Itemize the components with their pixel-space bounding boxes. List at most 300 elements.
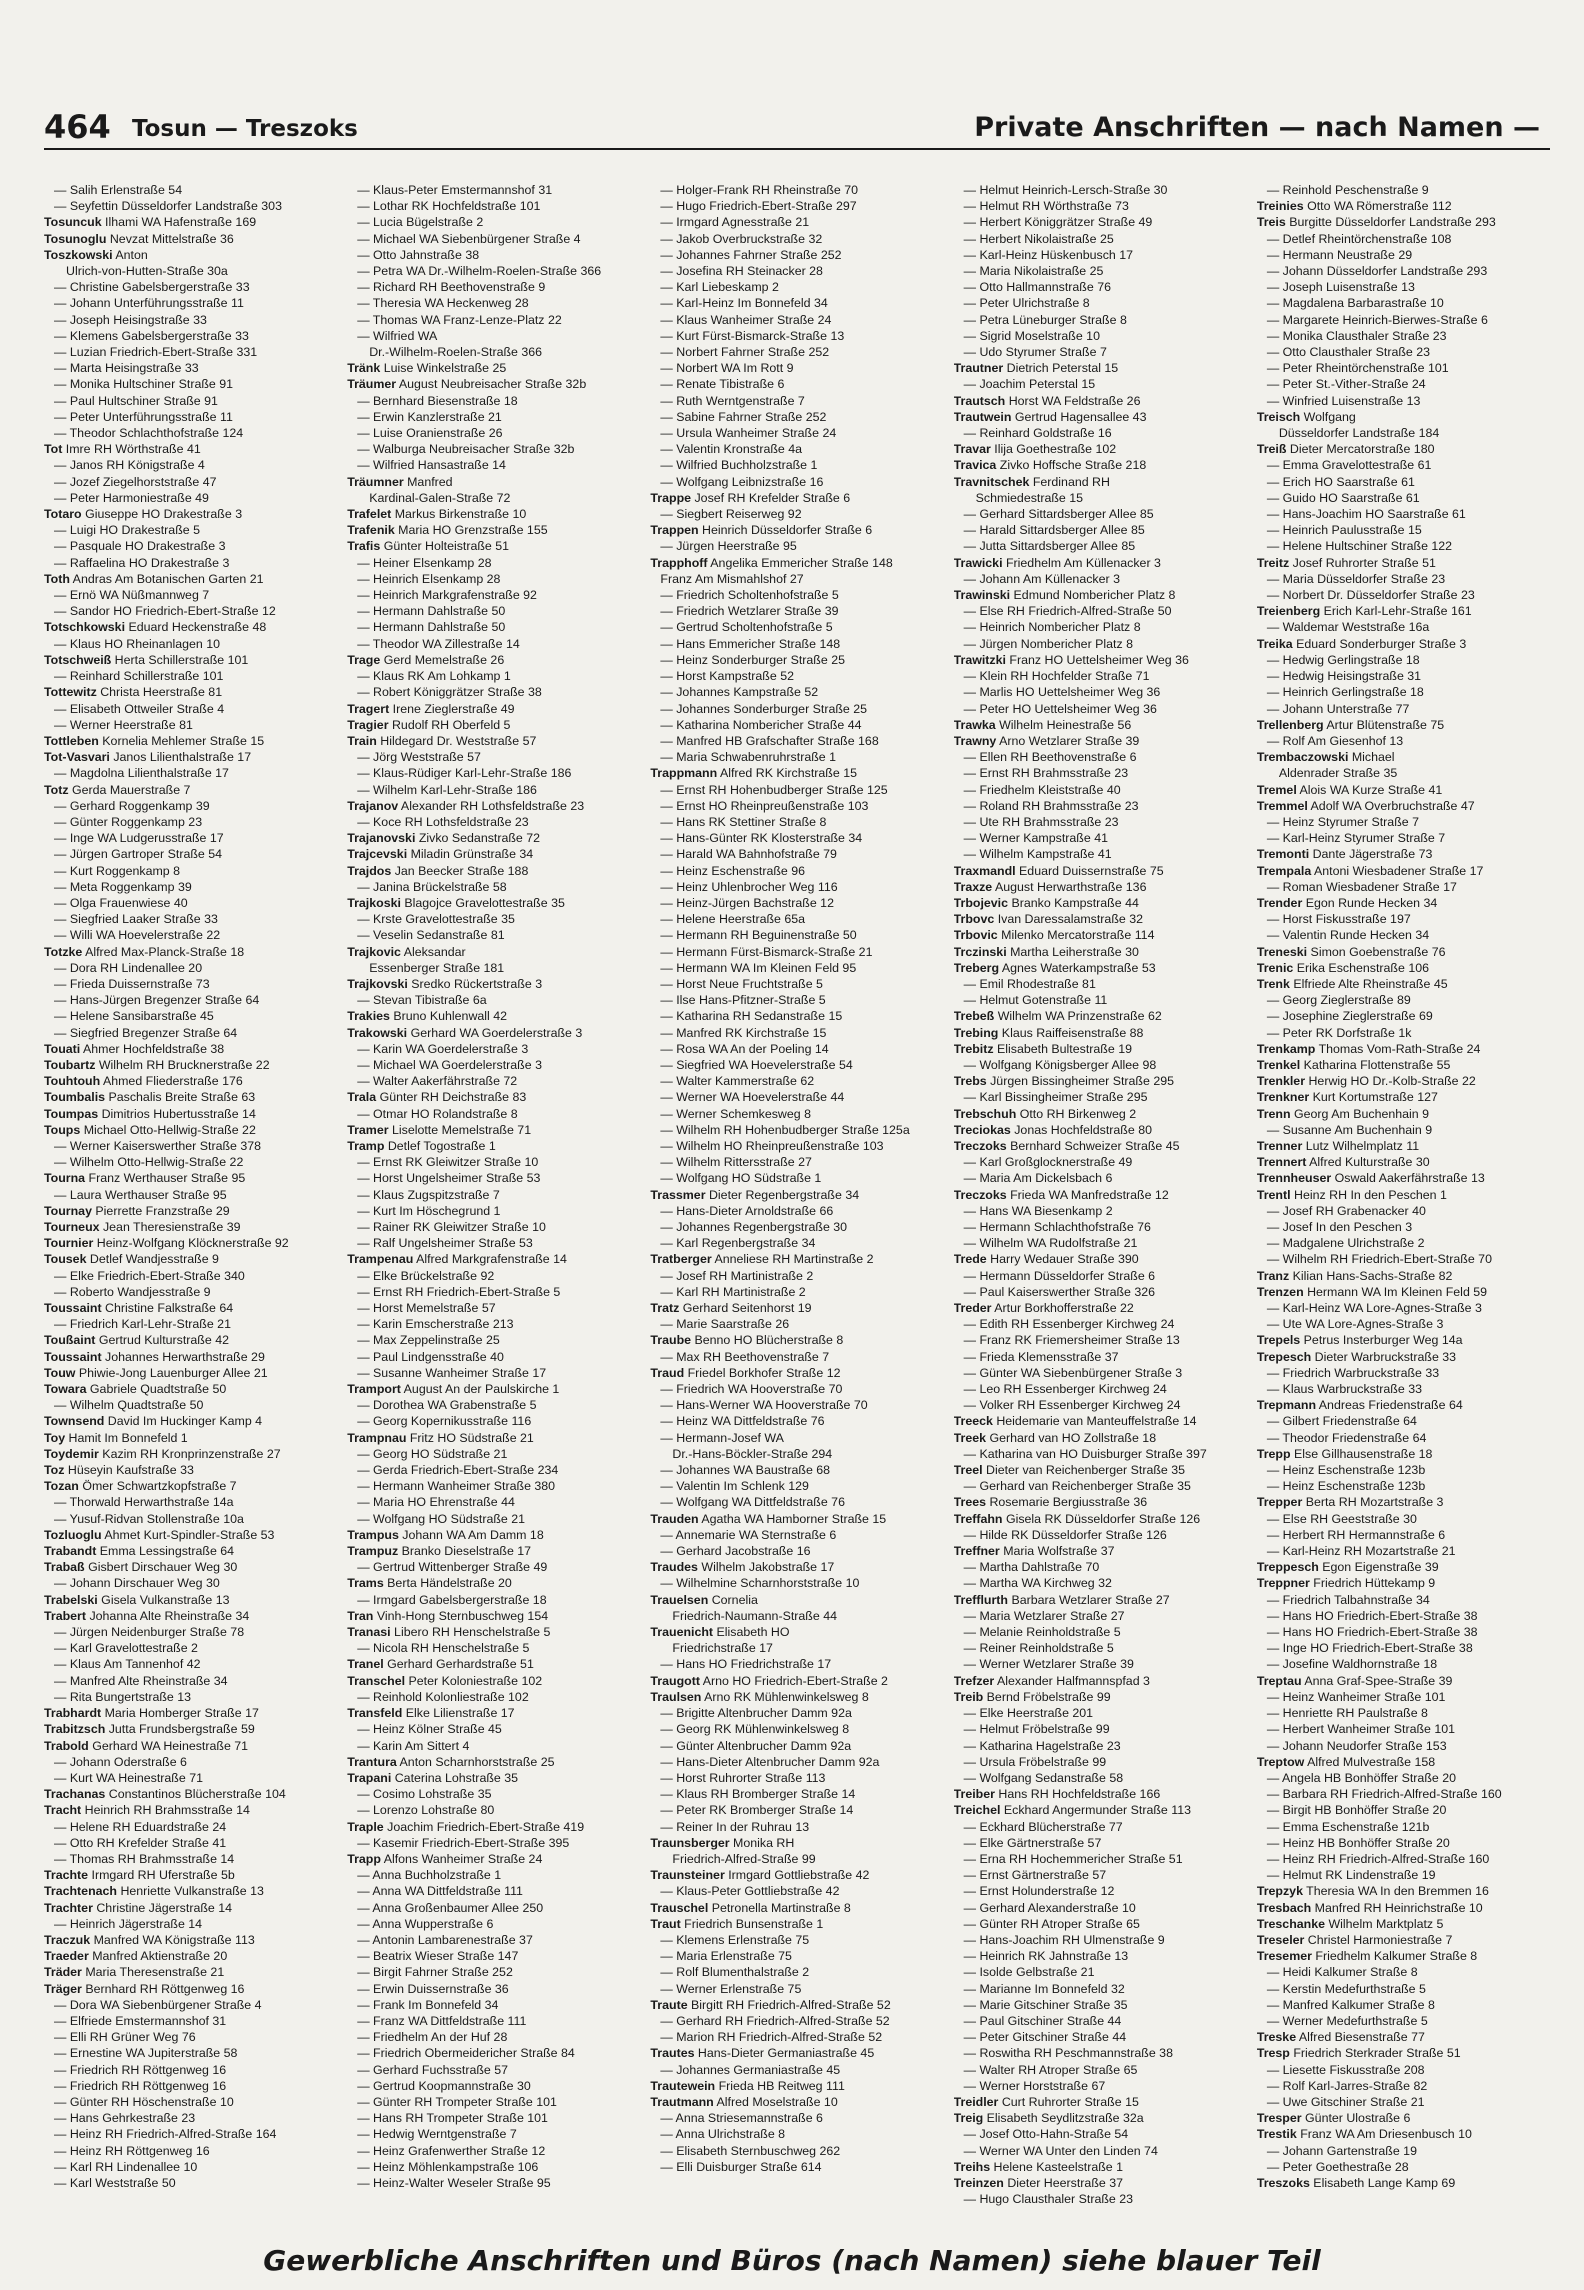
column-3 <box>650 182 947 2222</box>
entry-details: Maria Wolfstraße 37 <box>999 1544 1115 1559</box>
entry-surname: Trauenicht <box>650 1625 714 1640</box>
directory-entry: — Ernst RH Hohenbudberger Straße 125 <box>660 782 888 797</box>
entry-surname: Trassmer <box>650 1187 706 1202</box>
directory-entry: — Walter RH Atroper Straße 65 <box>963 2062 1138 2077</box>
directory-entry: — Elke Friedrich-Ebert-Straße 340 <box>54 1268 245 1283</box>
directory-entry: — Petra WA Dr.-Wilhelm-Roelen-Straße 366 <box>357 264 602 279</box>
entry-details: Elisabeth HO <box>713 1625 790 1640</box>
entry-surname: Towara <box>44 1382 87 1397</box>
directory-entry <box>650 1867 947 1883</box>
directory-entry <box>1257 1138 1554 1154</box>
entry-surname: Tresemer <box>1256 1949 1312 1964</box>
entry-surname: Treneski <box>1256 944 1308 959</box>
directory-entry <box>44 571 341 587</box>
entry-details: Elisabeth Seydlitzstraße 32a <box>983 2111 1144 2126</box>
entry-surname: Traunsteiner <box>650 1868 725 1883</box>
directory-entry: — Theodor Friedenstraße 64 <box>1266 1430 1427 1445</box>
directory-entry: — Johannes Sonderburger Straße 25 <box>660 701 868 716</box>
entry-details: Phiwie-Jong Lauenburger Allee 21 <box>75 1365 268 1380</box>
directory-entry: — Johann Unterführungsstraße 11 <box>54 296 244 311</box>
directory-entry: — Wilhelm HO Rheinpreußenstraße 103 <box>660 1138 884 1153</box>
entry-surname: Treschanke <box>1256 1916 1326 1931</box>
directory-entry: — Klemens Erlenstraße 75 <box>660 1932 810 1947</box>
entry-details: Alois WA Kurze Straße 41 <box>1296 782 1443 797</box>
directory-entry: Friedrich-Naumann-Straße 44 <box>672 1608 837 1623</box>
entry-details: Detlef Wandjesstraße 9 <box>86 1252 219 1267</box>
directory-entry <box>1257 749 1554 765</box>
entry-surname: Tramport <box>347 1382 401 1397</box>
directory-entry: — Wolfgang Leibnizstraße 16 <box>660 474 824 489</box>
entry-details: Jan Beecker Straße 188 <box>391 863 529 878</box>
directory-entry <box>347 1754 644 1770</box>
directory-entry: — Josef Otto-Hahn-Straße 54 <box>963 2127 1129 2142</box>
directory-entry: — Volker RH Essenberger Kirchweg 24 <box>963 1398 1181 1413</box>
directory-entry: — Renate Tibistraße 6 <box>660 377 785 392</box>
directory-entry: — Michael WA Siebenbürgener Straße 4 <box>357 231 581 246</box>
directory-entry <box>1257 1170 1554 1186</box>
entry-surname: Trams <box>347 1576 384 1591</box>
entry-details: Katharina Flottenstraße 55 <box>1300 1057 1451 1072</box>
entry-surname: Trajdos <box>347 863 392 878</box>
entry-surname: Tourneux <box>44 1220 100 1234</box>
entry-details: Eckhard Angermunder Straße 113 <box>1000 1803 1192 1818</box>
directory-entry: — Erwin Kanzlerstraße 21 <box>357 409 502 424</box>
directory-entry: — Heinz Kölner Straße 45 <box>357 1722 502 1737</box>
entry-surname: Trauden <box>650 1511 699 1526</box>
directory-entry <box>650 1689 947 1705</box>
entry-surname: Toussaint <box>44 1349 102 1364</box>
directory-entry <box>954 441 1251 457</box>
entry-details: Markus Birkenstraße 10 <box>391 507 527 522</box>
directory-entry: — Heinrich Markgrafenstraße 92 <box>357 588 537 603</box>
directory-entry: — Josefina RH Steinacker 28 <box>660 264 823 279</box>
directory-entry: — Hermann Dahlstraße 50 <box>357 620 506 635</box>
directory-entry <box>44 1964 341 1980</box>
directory-entry: — Theodor Schlachthofstraße 124 <box>54 426 244 441</box>
directory-entry: — Heinz-Jürgen Bachstraße 12 <box>660 895 834 910</box>
directory-entry <box>44 733 341 749</box>
directory-entry: — Elli RH Grüner Weg 76 <box>54 2030 196 2045</box>
directory-entry: — Magdalena Barbarastraße 10 <box>1266 296 1444 311</box>
directory-entry: Dr.-Wilhelm-Roelen-Straße 366 <box>369 345 543 360</box>
entry-details: Eduard Heckenstraße 48 <box>125 620 267 635</box>
entry-details: Angelika Emmericher Straße 148 <box>707 555 893 570</box>
directory-entry: — Hans RH Trompeter Straße 101 <box>357 2111 548 2126</box>
entry-details: Giuseppe HO Drakestraße 3 <box>81 507 243 522</box>
entry-details: Berta Händelstraße 20 <box>383 1576 512 1591</box>
directory-entry: — Rolf Am Giesenhof 13 <box>1266 733 1404 748</box>
directory-entry <box>44 247 341 263</box>
directory-entry <box>954 1073 1251 1089</box>
directory-entry: — Reiner Reinholdstraße 5 <box>963 1641 1114 1656</box>
entry-details: Alfons Wanheimer Straße 24 <box>380 1851 543 1866</box>
directory-entry: — Leo RH Essenberger Kirchweg 24 <box>963 1382 1167 1397</box>
directory-entry: — Jozef Ziegelhorststraße 47 <box>54 474 217 489</box>
directory-entry: — Janos RH Königstraße 4 <box>54 458 205 473</box>
directory-entry <box>44 652 341 668</box>
entry-details: Liselotte Memelstraße 71 <box>388 1122 532 1137</box>
directory-entry <box>954 717 1251 733</box>
entry-details: Alfred Mulvestraße 158 <box>1304 1754 1436 1769</box>
directory-entry: — Roberto Wandjesstraße 9 <box>54 1284 211 1299</box>
entry-surname: Trebs <box>953 1074 987 1089</box>
directory-entry: — Katharina RH Sedanstraße 15 <box>660 1009 843 1024</box>
directory-entry: — Hedwig Werntgenstraße 7 <box>357 2127 517 2142</box>
entry-details: Arno HO Friedrich-Ebert-Straße 2 <box>699 1673 888 1688</box>
entry-details: Johannes Herwarthstraße 29 <box>101 1349 265 1364</box>
entry-details: Frieda HB Reitweg 111 <box>715 2078 845 2093</box>
directory-entry: — Heinz Grafenwerther Straße 12 <box>357 2143 546 2158</box>
directory-entry: — Heinrich RK Jahnstraße 13 <box>963 1949 1129 1964</box>
entry-surname: Treder <box>953 1301 992 1316</box>
entry-surname: Trautner <box>953 361 1004 376</box>
directory-entry: — Georg HO Südstraße 21 <box>357 1446 508 1461</box>
entry-surname: Trawinski <box>953 588 1011 603</box>
directory-entry: — Hans Gehrkestraße 23 <box>54 2111 196 2126</box>
directory-entry <box>954 360 1251 376</box>
directory-entry: — Norbert Fahrner Straße 252 <box>660 345 830 360</box>
entry-surname: Trachanas <box>44 1787 106 1802</box>
directory-entry: — Horst Neue Fruchtstraße 5 <box>660 976 823 991</box>
directory-entry: — Wolfgang WA Dittfeldstraße 76 <box>660 1495 845 1510</box>
entry-surname: Trepp <box>1256 1446 1291 1461</box>
entry-details: Branko Dieselstraße 17 <box>398 1544 532 1559</box>
page-header <box>44 108 1550 150</box>
entry-surname: Treichel <box>953 1803 1001 1818</box>
directory-entry: — Hugo Friedrich-Ebert-Straße 297 <box>660 199 857 214</box>
directory-entry: — Pasquale HO Drakestraße 3 <box>54 539 226 554</box>
directory-entry <box>44 1203 341 1219</box>
entry-details: Cornelia <box>708 1592 758 1607</box>
directory-entry <box>954 1689 1251 1705</box>
entry-details: Wilhelm RH Brucknerstraße 22 <box>95 1057 270 1072</box>
directory-entry <box>44 506 341 522</box>
directory-entry <box>1257 1073 1554 1089</box>
entry-details: Ahmed Fliederstraße 176 <box>100 1074 243 1089</box>
directory-entry: — Harald Sittardsberger Allee 85 <box>963 523 1145 538</box>
directory-entry: — Nicola RH Henschelstraße 5 <box>357 1641 530 1656</box>
directory-entry <box>347 1527 644 1543</box>
directory-entry <box>347 474 644 490</box>
entry-details: Heinrich RH Brahmsstraße 14 <box>81 1803 250 1818</box>
directory-entry <box>954 1543 1251 1559</box>
entry-surname: Treinies <box>1256 199 1304 214</box>
directory-entry: — Kurt Fürst-Bismarck-Straße 13 <box>660 328 845 343</box>
entry-surname: Toszkowski <box>44 247 113 262</box>
directory-entry <box>347 1381 644 1397</box>
entry-details: Herwig HO Dr.-Kolb-Straße 22 <box>1305 1074 1476 1089</box>
directory-entry <box>44 684 341 700</box>
directory-entry <box>44 1413 341 1429</box>
directory-entry: — Helene Sansibarstraße 45 <box>54 1009 214 1024</box>
directory-entry: — Klaus-Peter Emstermannshof 31 <box>357 183 553 197</box>
directory-entry: — Otto Jahnstraße 38 <box>357 247 480 262</box>
entry-details: Gisbert Dirschauer Weg 30 <box>84 1560 238 1575</box>
directory-entry: — Frieda Duissernstraße 73 <box>54 976 210 991</box>
directory-entry: — Hilde RK Düsseldorfer Straße 126 <box>963 1527 1167 1542</box>
directory-entry: — Werner Medefurthstraße 5 <box>1266 2013 1428 2028</box>
directory-entry: — Brigitte Altenbrucher Damm 92a <box>660 1706 852 1721</box>
directory-entry <box>347 976 644 992</box>
entry-surname: Totschweiß <box>44 652 112 667</box>
directory-entry: — Friedrich Talbahnstraße 34 <box>1266 1592 1430 1607</box>
directory-entry: — Maria Schwabenruhrstraße 1 <box>660 750 837 765</box>
directory-entry: — Friedrich WA Hooverstraße 70 <box>660 1382 843 1397</box>
entry-details: Harry Wedauer Straße 390 <box>986 1252 1139 1267</box>
directory-entry: — Karl Gravelottestraße 2 <box>54 1641 198 1656</box>
entry-details: Dimitrios Hubertusstraße 14 <box>98 1106 256 1121</box>
directory-entry <box>44 1786 341 1802</box>
directory-entry: — Valentin Im Schlenk 129 <box>660 1479 809 1494</box>
directory-entry: — Harald WA Bahnhofstraße 79 <box>660 847 837 862</box>
directory-entry: — Ernst RH Friedrich-Ebert-Straße 5 <box>357 1284 561 1299</box>
directory-entry: Aldenrader Straße 35 <box>1278 766 1398 781</box>
directory-entry: — Cosimo Lohstraße 35 <box>357 1787 492 1802</box>
directory-entry <box>347 1138 644 1154</box>
directory-entry: — Laura Werthauser Straße 95 <box>54 1187 227 1202</box>
entry-surname: Treel <box>953 1463 983 1478</box>
directory-entry <box>954 944 1251 960</box>
directory-entry <box>44 1721 341 1737</box>
directory-entry <box>44 1332 341 1348</box>
entry-surname: Trampus <box>347 1527 399 1542</box>
directory-entry: — Josef RH Grabenacker 40 <box>1266 1203 1426 1218</box>
directory-entry: — Jürgen Gartroper Straße 54 <box>54 847 223 862</box>
entry-details: Gisela RK Düsseldorfer Straße 126 <box>1002 1511 1201 1526</box>
directory-entry <box>1257 1284 1554 1300</box>
directory-entry <box>347 1819 644 1835</box>
directory-entry: — Marie Gitschiner Straße 35 <box>963 1997 1128 2012</box>
entry-details: Emma Lessingstraße 64 <box>96 1544 235 1559</box>
entry-surname: Treika <box>1256 636 1293 651</box>
directory-entry: — Karl-Heinz Im Bonnefeld 34 <box>660 296 828 311</box>
page-number: 464 <box>44 108 111 146</box>
directory-entry: — Elke Gärtnerstraße 57 <box>963 1835 1102 1850</box>
directory-entry: — Susanne Wanheimer Straße 17 <box>357 1365 547 1380</box>
entry-details: Alfred Max-Planck-Straße 18 <box>82 944 245 959</box>
entry-surname: Trautwein <box>953 409 1012 424</box>
entry-surname: Träder <box>44 1965 82 1980</box>
directory-entry <box>44 1041 341 1057</box>
entry-details: Heinz-Wolfgang Klöcknerstraße 92 <box>93 1236 289 1251</box>
directory-entry: — Ernestine WA Jupiterstraße 58 <box>54 2046 238 2061</box>
entry-surname: Tosunoglu <box>44 231 107 246</box>
entry-details: Johann WA Am Damm 18 <box>398 1527 544 1542</box>
directory-entry: — Ruth Werntgenstraße 7 <box>660 393 805 408</box>
entry-surname: Trede <box>953 1252 987 1267</box>
entry-details: Ahmer Hochfeldstraße 38 <box>80 1041 225 1056</box>
entry-surname: Treeck <box>953 1414 993 1429</box>
entry-details: Barbara Wetzlarer Straße 27 <box>1008 1592 1170 1607</box>
directory-entry <box>650 765 947 781</box>
entry-surname: Trenkner <box>1256 1090 1310 1105</box>
column-5 <box>1257 182 1554 2222</box>
directory-entry <box>954 1251 1251 1267</box>
directory-entry: — Hedwig Heisingstraße 31 <box>1266 669 1422 684</box>
directory-entry: — Johann Oderstraße 6 <box>54 1754 187 1769</box>
directory-entry: — Elli Duisburger Straße 614 <box>660 2159 822 2174</box>
directory-entry: — Koce RH Lothsfeldstraße 23 <box>357 814 529 829</box>
entry-details: Dieter Heerstraße 37 <box>1003 2175 1124 2190</box>
directory-entry: — Friedrich Obermeidericher Straße 84 <box>357 2046 575 2061</box>
entry-surname: Trawka <box>953 717 996 732</box>
directory-entry: — Winfried Luisenstraße 13 <box>1266 393 1421 408</box>
entry-details: Irmgard Gottliebstraße 42 <box>724 1868 870 1883</box>
directory-entry: — Georg RK Mühlenwinkelsweg 8 <box>660 1722 850 1737</box>
entry-surname: Travica <box>953 458 997 473</box>
directory-entry: — Jutta Sittardsberger Allee 85 <box>963 539 1136 554</box>
entry-surname: Train <box>347 733 377 748</box>
directory-entry <box>954 1413 1251 1429</box>
directory-entry <box>44 1365 341 1381</box>
directory-entry <box>44 1527 341 1543</box>
directory-entry: — Heidi Kalkumer Straße 8 <box>1266 1965 1418 1980</box>
directory-entry <box>44 1219 341 1235</box>
directory-entry: — Gerhard RH Friedrich-Alfred-Straße 52 <box>660 2013 890 2028</box>
entry-details: Adolf WA Overbruchstraße 47 <box>1307 798 1475 813</box>
entry-details: Aleksandar <box>400 944 466 959</box>
directory-entry: — Heinz-Walter Weseler Straße 95 <box>357 2175 551 2190</box>
entry-surname: Trebing <box>953 1025 999 1040</box>
directory-entry: — Ursula Fröbelstraße 99 <box>963 1754 1107 1769</box>
directory-entry <box>1257 441 1554 457</box>
entry-surname: Tourna <box>44 1171 86 1186</box>
entry-surname: Traple <box>347 1819 384 1834</box>
directory-entry <box>1257 2029 1554 2045</box>
directory-entry: — Ute WA Lore-Agnes-Straße 3 <box>1266 1317 1444 1332</box>
directory-entry: — Helmut RK Lindenstraße 19 <box>1266 1868 1436 1883</box>
directory-entry: — Bernhard Biesenstraße 18 <box>357 393 518 408</box>
directory-entry <box>1257 2045 1554 2061</box>
entry-surname: Trampuz <box>347 1544 399 1559</box>
name-range: Tosun — Treszoks <box>132 116 358 142</box>
directory-entry: — Karl RH Lindenallee 10 <box>54 2159 198 2174</box>
directory-entry: — Maria Am Dickelsbach 6 <box>963 1171 1113 1186</box>
directory-entry: — Marta Heisingstraße 33 <box>54 361 199 376</box>
entry-details: Helene Kasteelstraße 1 <box>990 2159 1124 2174</box>
directory-entry: Kardinal-Galen-Straße 72 <box>369 490 511 505</box>
entry-details: Constantinos Blücherstraße 104 <box>105 1787 286 1802</box>
entry-surname: Transchel <box>347 1673 406 1688</box>
section-title: Private Anschriften — nach Namen — <box>974 112 1540 143</box>
entry-details: Friedhelm Kalkumer Straße 8 <box>1311 1949 1478 1964</box>
entry-details: Eduard Sonderburger Straße 3 <box>1292 636 1467 651</box>
directory-entry: — Uwe Gitschiner Straße 21 <box>1266 2094 1425 2109</box>
directory-entry: — Josephine Zieglerstraße 69 <box>1266 1009 1433 1024</box>
directory-entry <box>650 490 947 506</box>
directory-entry <box>347 1575 644 1591</box>
entry-details: Andras Am Botanischen Garten 21 <box>69 571 264 586</box>
entry-details: Friedrich Sterkrader Straße 51 <box>1289 2046 1461 2061</box>
entry-details: Antoni Wiesbadener Straße 17 <box>1311 863 1484 878</box>
directory-entry <box>1257 603 1554 619</box>
entry-surname: Trala <box>347 1090 377 1105</box>
directory-entry: — Roland RH Brahmsstraße 23 <box>963 798 1139 813</box>
directory-entry: — Hans-Dieter Arnoldstraße 66 <box>660 1203 834 1218</box>
directory-entry <box>1257 555 1554 571</box>
entry-surname: Tran <box>347 1608 374 1623</box>
entry-details: Artur Blütenstraße 75 <box>1323 717 1445 732</box>
entry-details: Hermann WA Im Kleinen Feld 59 <box>1303 1284 1488 1299</box>
directory-entry: — Walter Aakerfährstraße 72 <box>357 1074 518 1089</box>
entry-details: Gertrud Kulturstraße 42 <box>95 1333 229 1348</box>
entry-details: Benno HO Blücherstraße 8 <box>691 1333 844 1348</box>
directory-entry: — Friedhelm Kleiststraße 40 <box>963 782 1121 797</box>
entry-details: Dieter Warbruckstraße 33 <box>1311 1349 1457 1364</box>
entry-surname: Trafenik <box>347 523 395 538</box>
directory-entry: — Josefine Waldhornstraße 18 <box>1266 1657 1438 1672</box>
entry-surname: Trautsch <box>953 393 1006 408</box>
entry-surname: Treptow <box>1256 1754 1305 1769</box>
directory-entry: — Klaus HO Rheinanlagen 10 <box>54 636 220 651</box>
directory-entry: — Henriette RH Paulstraße 8 <box>1266 1706 1428 1721</box>
directory-entry: — Max Zeppelinstraße 25 <box>357 1333 500 1348</box>
entry-details: Elke Lilienstraße 17 <box>402 1706 515 1721</box>
directory-entry: — Katharina van HO Duisburger Straße 397 <box>963 1446 1207 1461</box>
entry-details: Gerda Mauerstraße 7 <box>68 782 191 797</box>
entry-details: Petrus Insterburger Weg 14a <box>1300 1333 1463 1348</box>
entry-surname: Trenk <box>1256 976 1290 991</box>
entry-details: Irmgard RH Uferstraße 5b <box>88 1868 235 1883</box>
directory-entry: — Margarete Heinrich-Bierwes-Straße 6 <box>1266 312 1488 327</box>
directory-entry: — Rainer RK Gleiwitzer Straße 10 <box>357 1220 546 1234</box>
entry-details: Friedhelm Am Küllenacker 3 <box>1002 555 1161 570</box>
directory-entry: — Gerda Friedrich-Ebert-Straße 234 <box>357 1463 559 1478</box>
entry-details: Oswald Aakerfährstraße 13 <box>1331 1171 1485 1186</box>
entry-surname: Trajkoski <box>347 895 401 910</box>
directory-entry: Friedrich-Alfred-Straße 99 <box>672 1851 816 1866</box>
entry-surname: Trautewein <box>650 2078 716 2093</box>
directory-entry <box>44 1073 341 1089</box>
directory-entry <box>1257 1106 1554 1122</box>
directory-entry: — Yusuf-Ridvan Stollenstraße 10a <box>54 1511 244 1526</box>
directory-entry <box>347 1608 644 1624</box>
entry-surname: Toydemir <box>44 1446 99 1461</box>
directory-entry: — Hans-Jürgen Bregenzer Straße 64 <box>54 993 260 1008</box>
directory-entry: — Birgit HB Bonhöffer Straße 20 <box>1266 1803 1447 1818</box>
directory-entry <box>1257 944 1554 960</box>
entry-details: Heidemarie van Manteuffelstraße 14 <box>992 1414 1197 1429</box>
directory-entry: — Irmgard Gabelsbergerstraße 18 <box>357 1592 547 1607</box>
directory-entry: — Helmut Fröbelstraße 99 <box>963 1722 1110 1737</box>
entry-details: Franz WA Am Driesenbusch 10 <box>1296 2127 1472 2142</box>
directory-entry: — Peter RK Dorfstraße 1k <box>1266 1025 1412 1040</box>
directory-entry: — Klaus Warbruckstraße 33 <box>1266 1382 1422 1397</box>
directory-entry: — Hermann Dahlstraße 50 <box>357 604 506 619</box>
directory-entry: — Luzian Friedrich-Ebert-Straße 331 <box>54 345 258 360</box>
directory-entry: — Hans-Werner WA Hooverstraße 70 <box>660 1398 868 1413</box>
entry-surname: Tot-Vasvari <box>44 750 110 765</box>
entry-surname: Trenkamp <box>1256 1041 1316 1056</box>
directory-entry <box>347 830 644 846</box>
directory-entry: — Emma Gravelottestraße 61 <box>1266 458 1432 473</box>
entry-surname: Treiber <box>953 1787 995 1802</box>
directory-entry: — Helene RH Eduardstraße 24 <box>54 1819 227 1834</box>
entry-surname: Traulsen <box>650 1689 702 1704</box>
directory-entry: — Rolf Karl-Jarres-Straße 82 <box>1266 2078 1428 2093</box>
entry-details: Martha Leiherstraße 30 <box>1006 944 1139 959</box>
entry-surname: Transfeld <box>347 1706 403 1721</box>
entry-surname: Treciokas <box>953 1122 1011 1137</box>
directory-entry: — Susanne Am Buchenhain 9 <box>1266 1122 1433 1137</box>
directory-entry <box>1257 1041 1554 1057</box>
column-2 <box>347 182 644 2222</box>
entry-surname: Träger <box>44 1981 82 1996</box>
directory-entry: — Klaus RK Am Lohkamp 1 <box>357 669 511 684</box>
directory-entry: — Siegfried Bregenzer Straße 64 <box>54 1025 238 1040</box>
directory-entry: — Beatrix Wieser Straße 147 <box>357 1949 519 1964</box>
entry-details: Burgitte Düsseldorfer Landstraße 293 <box>1285 215 1496 230</box>
